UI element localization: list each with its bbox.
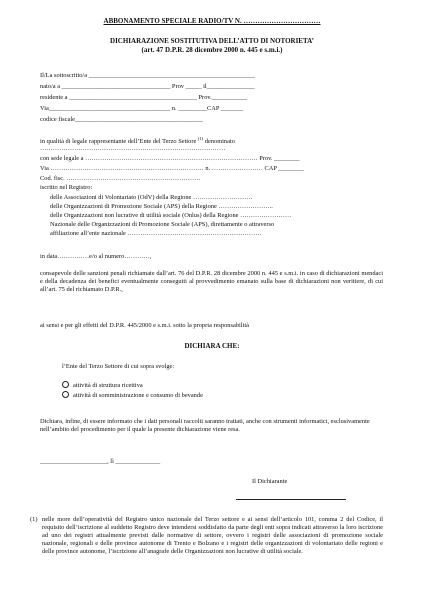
option-beverages[interactable]: [62, 391, 203, 400]
option-beverages-label: attività di somministrazione e consumo di bevande: [73, 392, 203, 399]
privacy-statement: Dichiara, infine, di essere informato che i dati personali raccolti saranno trattati, anche con strumenti informatici, esclusivamente nell’ambito del procedimento per il quale la presente dichiarazione viene resa.: [40, 418, 370, 433]
undersigned-field[interactable]: Il/La sottoscritto/a ____________________________________________________: [40, 72, 255, 79]
declares-intro: l’Ente del Terzo Settore di cui sopra svolge:: [62, 363, 175, 370]
checkbox-icon[interactable]: [62, 381, 69, 388]
effects-statement: ai sensi e per gli effetti del D.P.R. 445/2000 e s.m.i. sotto la propria responsabilità: [40, 322, 249, 329]
footnote-ref: (1): [197, 136, 204, 141]
registration-date-number[interactable]: in data……………e/o al numero…………,: [40, 253, 152, 260]
residence-field[interactable]: residente a ________________________________________ Prov.___________: [40, 94, 247, 101]
signature-line[interactable]: [236, 499, 346, 500]
entity-street-field[interactable]: Via ……………………………………………………………… n. …………………… CAP ________: [40, 165, 304, 172]
checkbox-icon[interactable]: [62, 391, 69, 398]
option-accommodation-label: attività di struttura ricettiva: [73, 382, 143, 389]
registry-aps-national[interactable]: Nazionale delle Organizzazioni di Promozione Sociale (APS), direttamente o attraverso: [50, 221, 275, 228]
entity-name-field[interactable]: ……………………………………………………………………………: [40, 145, 226, 152]
registry-affiliation[interactable]: affiliazione all’ente nazionale ………………………………………………………: [50, 230, 262, 237]
declares-heading: DICHIARA CHE:: [184, 342, 240, 350]
document-title: ABBONAMENTO SPECIALE RADIO/TV N. ……………………………: [103, 17, 321, 25]
registry-odv[interactable]: delle Associazioni di Volontariato (OdV) della Regione ……………………….: [50, 194, 253, 201]
entity-fiscal-field[interactable]: Cod. fisc. ………………………………………………………: [40, 175, 201, 182]
document-subtitle: DICHIARAZIONE SOSTITUTIVA DELL’ATTO DI NOTORIETA’: [110, 37, 314, 45]
declarant-label: Il Dichiarante: [252, 478, 288, 485]
registry-aps-region[interactable]: delle Organizzazioni di Promozione Sociale (APS) della Regione ……………………..: [50, 203, 273, 210]
place-date-field[interactable]: _____________________, lì ______________: [40, 458, 161, 465]
registry-intro: iscritto nel Registro:: [40, 184, 93, 191]
registry-onlus[interactable]: delle Organizzazioni non lucrative di utilità sociale (Onlus) della Regione ……………………: [50, 212, 292, 219]
footnote-marker: (1): [30, 516, 38, 523]
legal-rep-text: in qualità di legale rappresentante dell’Ente del Terzo Settore: [40, 138, 197, 146]
street-field[interactable]: Via______________________________________ n. _________CAP _______: [40, 105, 244, 112]
seat-field[interactable]: con sede legale a ……………………………………………………………………… Prov. ________: [40, 155, 300, 162]
legal-rep-denominated: denominato: [204, 138, 235, 146]
sanctions-paragraph: consapevole delle sanzioni penali richiamate dall’art. 76 del D.P.R. 28 dicembre 2000 n. 445 e s.m.i. in caso di dichiarazioni mendaci e della decadenza dei benefici eventualmente conseguiti al provvedimento emanato sulla base di dichiarazioni non veritiere, di cui all’art. 75 del richiamato D.P.R.,: [40, 270, 383, 293]
birthplace-field[interactable]: nato/a a __________________________________ Prov _____ il_______________: [40, 83, 255, 90]
footnote-text: nelle more dell’operatività del Registro unico nazionale del Terzo settore e ai sensi dell’articolo 101, comma 2 del Codice, il requisito dell’iscrizione al suddetto Registro deve intendersi soddisfatto da parte degli enti sopra indicati attraverso la loro iscrizione ad uno dei registri attualmente previsti dalle normative di settore, ovvero i registri delle associazioni di promozione sociale nazionale, regionali e delle province autonome di Trento e Bolzano e i registri delle organizzazioni di volontariato delle regioni e delle province autonome, l’iscrizione all’anagrafe delle Organizzazioni non lucrative di utilità sociale.: [42, 516, 383, 555]
option-accommodation[interactable]: [62, 381, 143, 390]
law-reference: (art. 47 D.P.R. 28 dicembre 2000 n. 445 e s.m.i.): [141, 46, 283, 54]
fiscal-code-field[interactable]: codice fiscale________________________________________: [40, 116, 203, 123]
